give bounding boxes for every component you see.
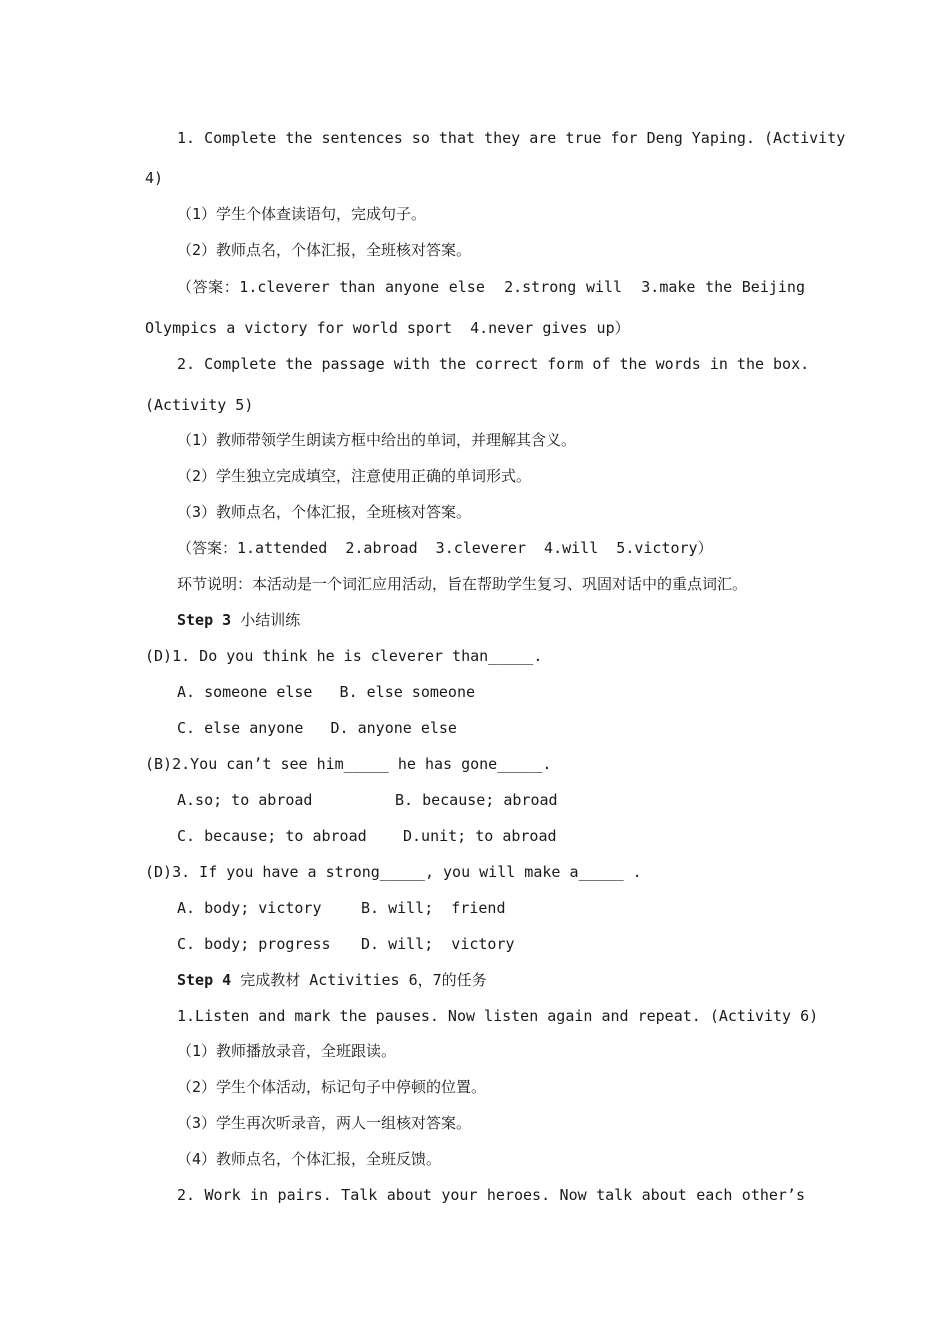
quiz-q2-option-b: B. because; abroad bbox=[395, 791, 558, 809]
step4-heading bbox=[177, 970, 487, 990]
quiz-q3-option-a: A. body; victory bbox=[177, 899, 322, 917]
step4-title: 完成教材 Activities 6，7的任务 bbox=[240, 971, 487, 989]
activity4-answers: （答案：1.cleverer than anyone else 2.strong will 3.make the Beijing bbox=[177, 278, 805, 296]
quiz-question-1: (D)1. Do you think he is cleverer than_____. bbox=[145, 647, 543, 665]
activity4-step2: （2）教师点名，个体汇报，全班核对答案。 bbox=[177, 241, 472, 259]
quiz-q1-options-cd: C. else anyone D. anyone else bbox=[177, 719, 457, 737]
activity7-instruction: 2. Work in pairs. Talk about your heroes. Now talk about each other’s bbox=[177, 1186, 805, 1204]
quiz-question-2: (B)2.You can’t see him_____ he has gone_____. bbox=[145, 755, 552, 773]
activity5-step2: （2）学生独立完成填空，注意使用正确的单词形式。 bbox=[177, 467, 532, 485]
quiz-q3-option-d: D. will; victory bbox=[361, 935, 515, 953]
activity5-answers: （答案：1.attended 2.abroad 3.cleverer 4.will 5.victory） bbox=[177, 539, 713, 557]
activity6-step4: （4）教师点名，个体汇报，全班反馈。 bbox=[177, 1150, 442, 1168]
quiz-q2-option-a: A.so; to abroad bbox=[177, 791, 313, 809]
activity6-step1: （1）教师播放录音，全班跟读。 bbox=[177, 1042, 397, 1060]
step3-title: 小结训练 bbox=[240, 611, 301, 629]
step3-label: Step 3 bbox=[177, 611, 232, 629]
activity6-step3: （3）学生再次听录音，两人一组核对答案。 bbox=[177, 1114, 472, 1132]
activity6-instruction: 1.Listen and mark the pauses. Now listen again and repeat. (Activity 6) bbox=[177, 1007, 819, 1025]
quiz-q2-option-d: D.unit; to abroad bbox=[403, 827, 557, 845]
quiz-q1-options-ab: A. someone else B. else someone bbox=[177, 683, 476, 701]
activity5-step3: （3）教师点名，个体汇报，全班核对答案。 bbox=[177, 503, 472, 521]
activity5-instruction: 2. Complete the passage with the correct form of the words in the box. bbox=[177, 355, 810, 373]
quiz-q3-option-c: C. body; progress bbox=[177, 935, 331, 953]
activity4-step1: （1）学生个体查读语句，完成句子。 bbox=[177, 205, 427, 223]
quiz-question-3: (D)3. If you have a strong_____, you will make a_____ . bbox=[145, 863, 642, 881]
activity6-step2: （2）学生个体活动，标记句子中停顿的位置。 bbox=[177, 1078, 487, 1096]
quiz-q3-option-b: B. will; friend bbox=[361, 899, 506, 917]
activity4-answers-cont: Olympics a victory for world sport 4.never gives up） bbox=[145, 319, 630, 337]
activity4-instruction-cont: 4) bbox=[145, 169, 164, 187]
activity4-instruction: 1. Complete the sentences so that they are true for Deng Yaping. (Activity bbox=[177, 129, 846, 147]
step4-label: Step 4 bbox=[177, 971, 232, 989]
activity5-step1: （1）教师带领学生朗读方框中给出的单词，并理解其含义。 bbox=[177, 431, 577, 449]
section-note: 环节说明：本活动是一个词汇应用活动，旨在帮助学生复习、巩固对话中的重点词汇。 bbox=[177, 575, 748, 593]
activity5-instruction-cont: (Activity 5) bbox=[145, 396, 254, 414]
step3-heading bbox=[177, 610, 300, 630]
quiz-q2-option-c: C. because; to abroad bbox=[177, 827, 367, 845]
